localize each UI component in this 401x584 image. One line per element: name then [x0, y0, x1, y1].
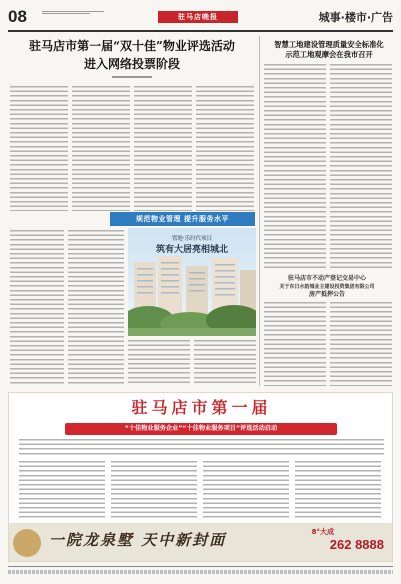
ad-list-grid: [19, 461, 384, 521]
section-title: 城事·楼市·广告: [318, 11, 393, 24]
right-text-col1: [264, 64, 326, 269]
header-rule: [8, 30, 393, 32]
notice-line2: 关于东日水韵城业主建设投资集团有限公司: [279, 284, 375, 290]
right-headline-line1: 智慧工地建设管理质量安全标准化: [274, 40, 384, 49]
property-notice-heading: [262, 275, 392, 299]
photo-caption-line1: 置地·乐时代项目: [171, 236, 213, 242]
article-text-col3: [134, 86, 192, 211]
article-text-col5: [10, 230, 64, 385]
ad-intro-text: [19, 439, 384, 457]
masthead-logo: 驻马店晚报: [158, 11, 238, 23]
ad-list-col4: [295, 461, 381, 521]
right-headline: [264, 40, 394, 60]
page-header: [8, 8, 393, 28]
article-text-col1: [10, 86, 68, 211]
notice-text-col1: [264, 302, 326, 386]
ad-subtitle: “十佳物业服务企业”“十佳物业服务项目”评选活动启动: [65, 423, 337, 435]
main-headline-line2: 进入网络投票阶段: [83, 57, 180, 71]
residential-photo: [128, 228, 256, 336]
right-text-col2: [330, 64, 392, 269]
ad-list-col1: [19, 461, 105, 521]
notice-line1: 驻马店市不动产登记交易中心: [287, 275, 366, 282]
right-headline-line2: 示范工地观摩会在我市召开: [285, 50, 373, 59]
notice-text-col2: [330, 302, 392, 386]
article-banner: 规范物业管理 提升服务水平: [110, 212, 255, 226]
photo-caption: [128, 234, 256, 256]
ad-title: 驻马店市第一届: [131, 398, 272, 417]
ad-brand-slogan: 一院龙泉墅 天中新封面: [49, 531, 227, 549]
photo-caption-line2: 筑有大居亮相城北: [155, 245, 228, 255]
main-byline: [8, 76, 256, 78]
advertisement: [8, 392, 393, 562]
photo-article-text1: [128, 340, 190, 385]
ad-list-col3: [203, 461, 289, 521]
ad-footer-band: [9, 523, 393, 562]
page-footer: [8, 566, 393, 576]
ad-list-col2: [111, 461, 197, 521]
column-divider: [259, 36, 260, 386]
notice-line3: 房产抵押公告: [308, 291, 345, 298]
ad-phone-label: 8°大成: [311, 528, 334, 536]
page-dateline: [42, 10, 112, 15]
article-text-col4: [196, 86, 254, 211]
article-text-col6: [68, 230, 124, 385]
photo-article-text2: [194, 340, 256, 385]
page-number: 08: [8, 7, 27, 26]
article-text-col2: [72, 86, 130, 211]
ad-phone-number: 262 8888: [329, 537, 384, 552]
footer-text: [8, 570, 393, 574]
main-headline-line1: 驻马店市第一届“双十佳”物业评选活动: [29, 39, 235, 53]
ad-logo: [13, 529, 41, 557]
